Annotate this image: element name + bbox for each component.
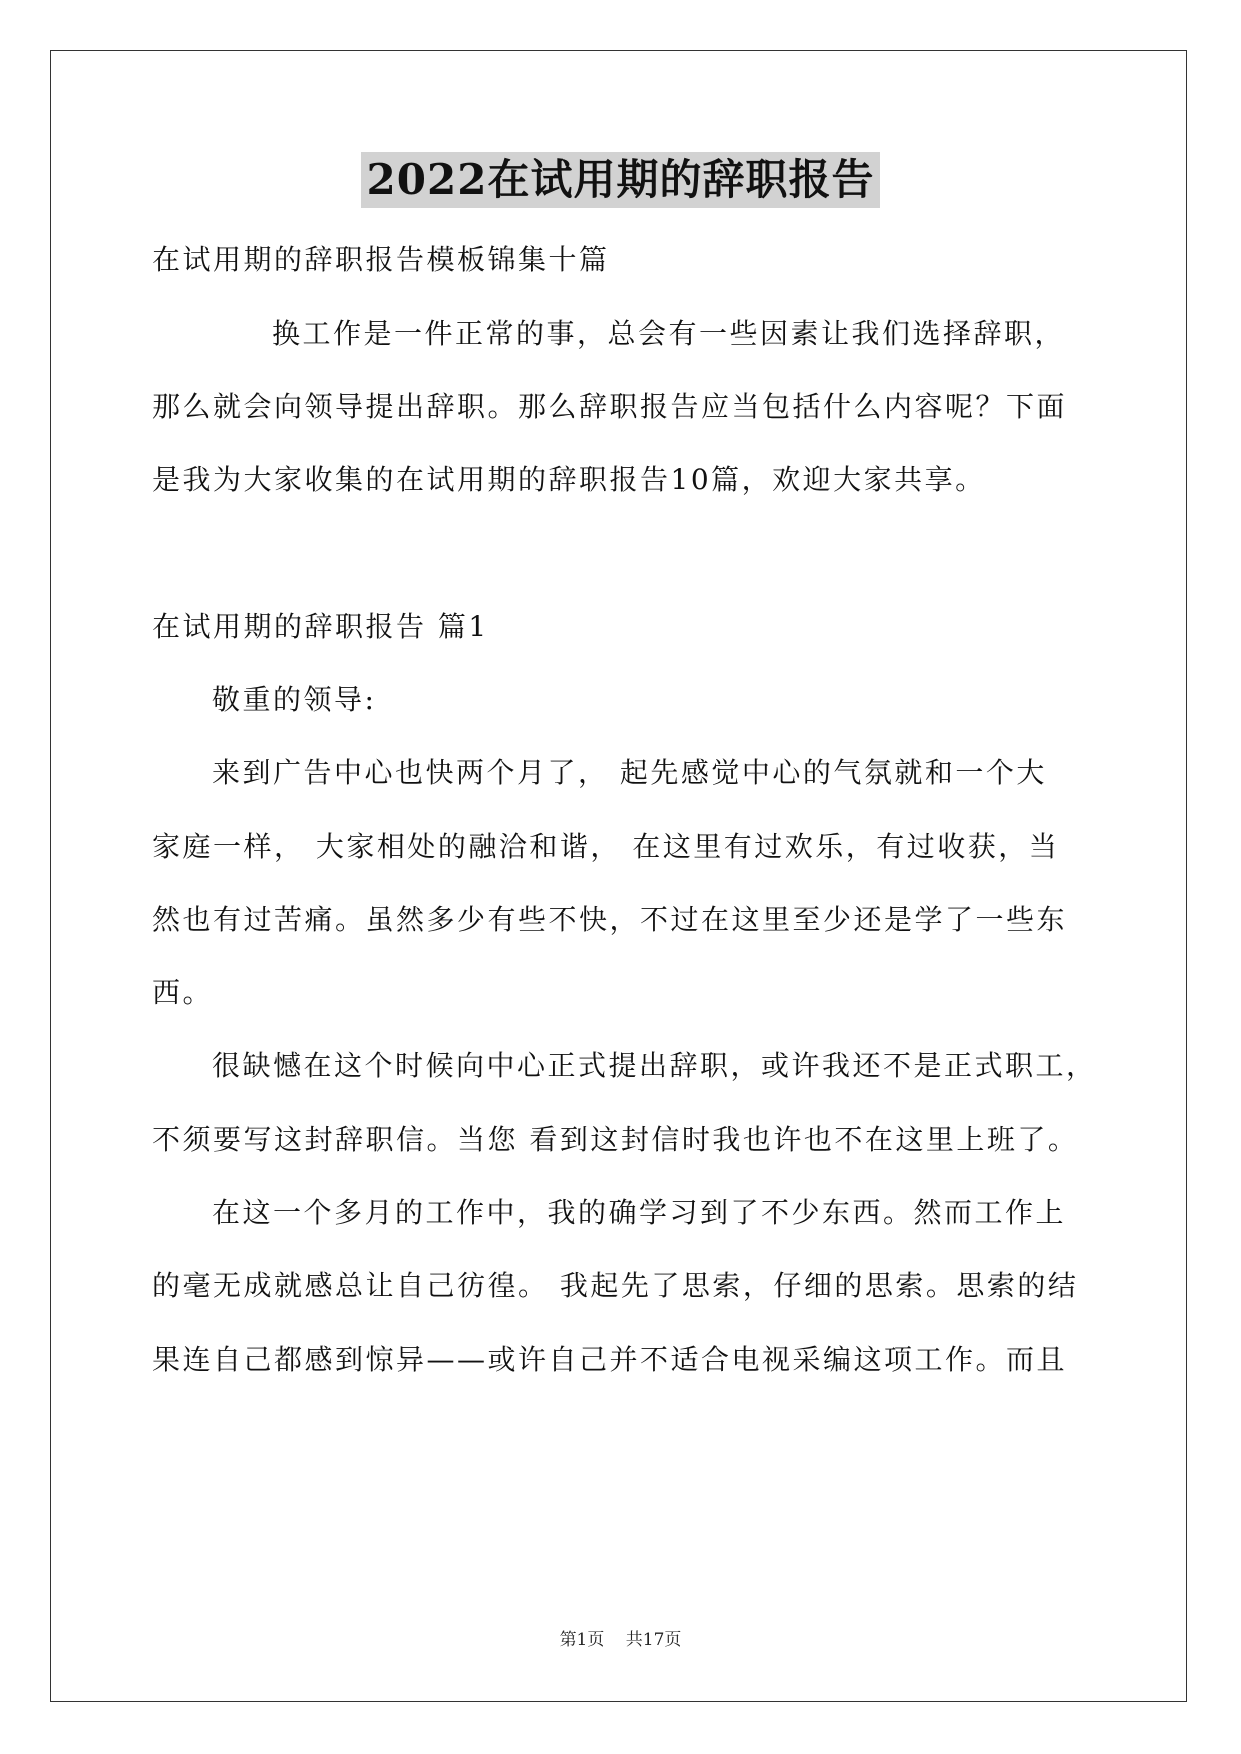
paragraph-1-line-3: 然也有过苦痛。虽然多少有些不快，不过在这里至少还是学了一些东 [152, 903, 1068, 936]
document-title-container [0, 152, 1241, 208]
paragraph-1-line-1: 来到广告中心也快两个月了， 起先感觉中心的气氛就和一个大 [212, 756, 1047, 789]
paragraph-1-line-2: 家庭一样， 大家相处的融洽和谐， 在这里有过欢乐，有过收获，当 [152, 830, 1060, 863]
paragraph-3-line-2: 的毫无成就感总让自己彷徨。 我起先了思索，仔细的思索。思索的结 [152, 1269, 1079, 1302]
paragraph-2-line-2: 不须要写这封辞职信。当您 看到这封信时我也许也不在这里上班了。 [152, 1123, 1079, 1156]
paragraph-3-line-3: 果连自己都感到惊异——或许自己并不适合电视采编这项工作。而且 [152, 1343, 1068, 1376]
paragraph-1-line-4: 西。 [152, 976, 214, 1009]
page-number: 第1页 [559, 1630, 605, 1650]
total-pages: 共17页 [625, 1630, 682, 1650]
document-title: 2022在试用期的辞职报告 [361, 152, 881, 208]
paragraph-3-line-1: 在这一个多月的工作中，我的确学习到了不少东西。然而工作上 [212, 1196, 1067, 1229]
intro-line-1: 换工作是一件正常的事，总会有一些因素让我们选择辞职， [272, 317, 1066, 350]
section-heading: 在试用期的辞职报告 篇1 [152, 610, 489, 643]
salutation: 敬重的领导: [212, 683, 377, 716]
page-border [50, 50, 1187, 1702]
paragraph-2-line-1: 很缺憾在这个时候向中心正式提出辞职，或许我还不是正式职工， [212, 1049, 1097, 1082]
intro-line-2: 那么就会向领导提出辞职。那么辞职报告应当包括什么内容呢？下面 [152, 390, 1068, 423]
page-footer [0, 1628, 1241, 1652]
document-subtitle: 在试用期的辞职报告模板锦集十篇 [152, 243, 610, 276]
intro-line-3: 是我为大家收集的在试用期的辞职报告10篇，欢迎大家共享。 [152, 463, 986, 496]
